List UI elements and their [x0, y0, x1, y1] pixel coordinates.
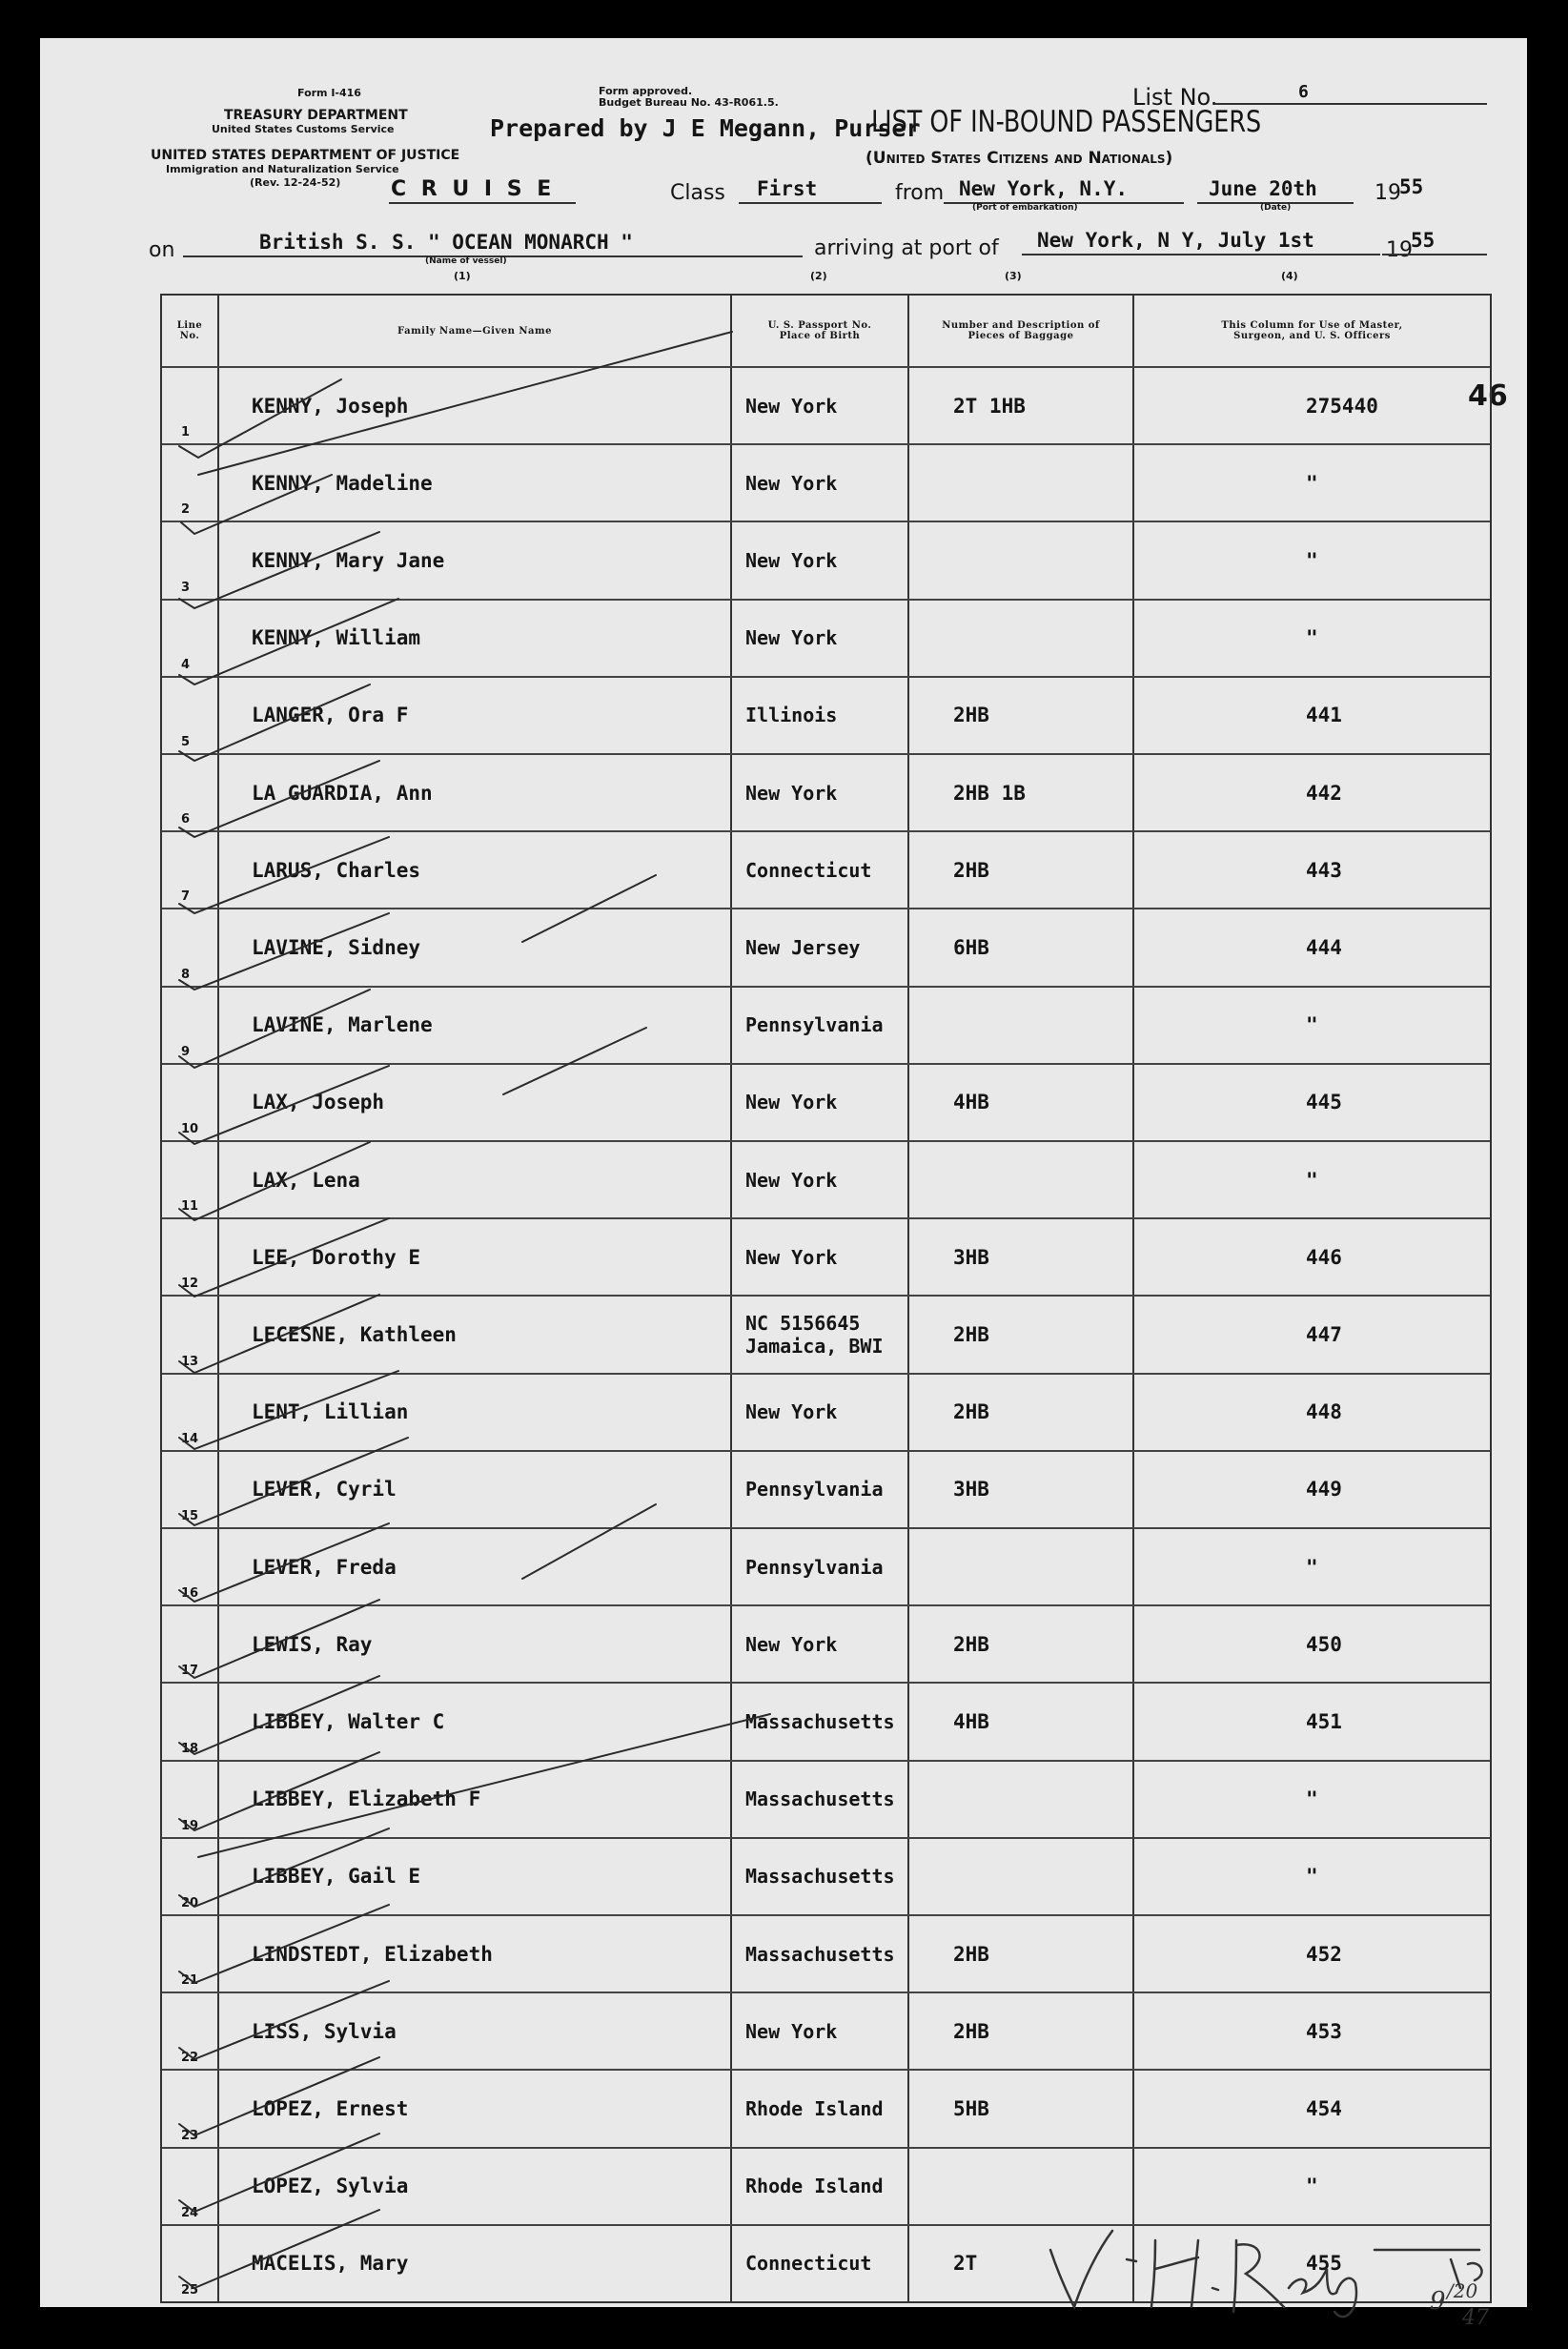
baggage-count: 2HB [953, 1400, 989, 1424]
place-of-birth: Massachusetts [745, 1709, 895, 1733]
place-of-birth: New York [745, 548, 838, 572]
side-page-number: 46 [1468, 379, 1508, 413]
arrival-year-suffix: 55 [1411, 229, 1436, 252]
column-divider [1132, 2071, 1134, 2146]
column-divider [1132, 988, 1134, 1063]
list-no-value: 6 [1298, 82, 1309, 102]
prepared-by: Prepared by J E Megann, Purser [490, 114, 921, 142]
officer-column: 442 [1306, 781, 1342, 805]
passenger-name: LAX, Joseph [252, 1091, 385, 1114]
officer-column: " [1306, 1013, 1318, 1037]
place-of-birth: New York [745, 1632, 838, 1656]
column-divider [1132, 1142, 1134, 1217]
arrival-year-underline [1382, 254, 1487, 255]
baggage-count: 2HB [953, 858, 989, 882]
col-number-3: (3) [1005, 270, 1022, 282]
place-of-birth: Pennsylvania [745, 1478, 884, 1501]
column-divider [1132, 755, 1134, 830]
line-number: 23 [181, 2128, 199, 2143]
line-number: 18 [181, 1741, 199, 1756]
date-value: June 20th [1209, 177, 1317, 200]
passenger-name: LENT, Lillian [252, 1400, 409, 1424]
place-of-birth: New Jersey [745, 935, 861, 959]
column-divider [1132, 1297, 1134, 1372]
from-label: from [895, 181, 945, 205]
officer-column: 449 [1306, 1478, 1342, 1501]
officer-column: " [1306, 548, 1318, 572]
officer-column: " [1306, 1168, 1318, 1192]
place-of-birth: Connecticut [745, 2252, 872, 2276]
column-divider [1132, 368, 1134, 443]
officer-column: 447 [1306, 1322, 1342, 1346]
vessel-caption: (Name of vessel) [425, 256, 507, 266]
line-number: 22 [181, 2051, 199, 2066]
column-divider [1132, 601, 1134, 676]
officer-column: 454 [1306, 2096, 1342, 2120]
officer-column: 455 [1306, 2252, 1342, 2276]
place-of-birth: Massachusetts [745, 1865, 895, 1889]
header-officers: This Column for Use of Master, Surgeon, and U. S. Officers [1221, 320, 1403, 341]
budget-bureau: Budget Bureau No. 43-R061.5. [599, 96, 779, 109]
column-divider [1132, 2149, 1134, 2224]
column-divider [1132, 832, 1134, 908]
class-underline [739, 202, 882, 204]
passenger-name: LANGER, Ora F [252, 704, 409, 727]
place-of-birth: New York [745, 1245, 838, 1269]
svg-text:9: 9 [1430, 2287, 1446, 2316]
line-number: 12 [181, 1277, 199, 1292]
passport-number: NC 5156645 [745, 1311, 861, 1335]
passenger-name: LA GUARDIA, Ann [252, 781, 433, 805]
column-divider [1132, 1684, 1134, 1759]
passenger-name: LEWIS, Ray [252, 1632, 373, 1656]
date-caption: (Date) [1260, 203, 1292, 213]
place-of-birth: New York [745, 781, 838, 805]
passenger-name: LAVINE, Sidney [252, 935, 421, 959]
column-divider [1132, 1839, 1134, 1914]
place-of-birth: New York [745, 626, 838, 650]
svg-text:/20: /20 [1447, 2279, 1478, 2302]
place-of-birth: Connecticut [745, 858, 872, 882]
header-baggage: Number and Description of Pieces of Baggage [909, 296, 1134, 366]
place-of-birth: New York [745, 1091, 838, 1114]
arriving-label: arriving at port of [814, 236, 999, 260]
officer-column: " [1306, 1555, 1318, 1579]
baggage-count: 2T [953, 2252, 978, 2276]
officer-column: 444 [1306, 935, 1342, 959]
officer-column: 441 [1306, 704, 1342, 727]
officer-column: " [1306, 1865, 1318, 1889]
column-divider [1132, 522, 1134, 598]
on-label: on [149, 238, 175, 262]
place-of-birth: New York [745, 1168, 838, 1192]
passenger-name: LOPEZ, Ernest [252, 2096, 409, 2120]
baggage-count: 5HB [953, 2096, 989, 2120]
baggage-count: 6HB [953, 935, 989, 959]
passenger-name: LIBBEY, Gail E [252, 1865, 421, 1889]
ins-label: Immigration and Naturalization Service [166, 163, 399, 175]
place-of-birth: Rhode Island [745, 2175, 884, 2198]
line-number: 10 [181, 1121, 199, 1136]
from-value: New York, N.Y. [959, 177, 1129, 200]
arrival-underline [1022, 254, 1380, 255]
line-number: 2 [181, 502, 191, 518]
officer-column: 448 [1306, 1400, 1342, 1424]
column-divider [1132, 1529, 1134, 1604]
line-number: 15 [181, 1508, 199, 1523]
line-number: 24 [181, 2205, 199, 2220]
arrival-port: New York, N Y, July 1st [1037, 229, 1314, 252]
baggage-count: 4HB [953, 1709, 989, 1733]
rev-label: (Rev. 12-24-52) [250, 176, 341, 189]
line-number: 20 [181, 1895, 199, 1910]
passenger-name: LEVER, Freda [252, 1555, 397, 1579]
arrival-year-prefix: 19 [1386, 238, 1413, 262]
place-of-birth-text: Jamaica, BWI [745, 1334, 884, 1358]
passenger-name: LIBBEY, Elizabeth F [252, 1787, 481, 1811]
passenger-name: KENNY, Madeline [252, 471, 433, 495]
column-divider [1132, 1452, 1134, 1527]
column-divider [1132, 1375, 1134, 1450]
place-of-birth: Pennsylvania [745, 1013, 884, 1037]
officer-column: 443 [1306, 858, 1342, 882]
column-divider [1132, 445, 1134, 521]
svg-text:47: 47 [1462, 2306, 1489, 2326]
officer-column: " [1306, 2175, 1318, 2198]
list-title: LIST OF IN-BOUND PASSENGERS [871, 105, 1262, 139]
line-number: 13 [181, 1354, 199, 1369]
customs-label: United States Customs Service [212, 123, 395, 135]
place-of-birth: Massachusetts [745, 1942, 895, 1966]
cruise-label: C R U I S E [391, 177, 556, 201]
passenger-name: LEVER, Cyril [252, 1478, 397, 1501]
officer-column: 453 [1306, 2019, 1342, 2043]
baggage-count: 2HB 1B [953, 781, 1026, 805]
handwritten-signature [1031, 2221, 1527, 2326]
list-no-label: List No. [1132, 84, 1218, 111]
year-prefix: 19 [1375, 181, 1401, 205]
passenger-name: LECESNE, Kathleen [252, 1322, 457, 1346]
passenger-name: KENNY, William [252, 626, 421, 650]
place-of-birth: New York [745, 2019, 838, 2043]
passenger-name: KENNY, Joseph [252, 394, 409, 418]
place-of-birth: New York [745, 394, 838, 418]
line-number: 3 [181, 580, 191, 595]
column-divider [1132, 1065, 1134, 1140]
class-label: Class [670, 181, 725, 205]
cruise-underline [389, 202, 576, 204]
justice-label: UNITED STATES DEPARTMENT OF JUSTICE [151, 148, 460, 163]
year-suffix: 55 [1399, 175, 1424, 198]
passenger-name: LISS, Sylvia [252, 2019, 397, 2043]
passenger-name: LAX, Lena [252, 1168, 360, 1192]
port-embark-caption: (Port of embarkation) [972, 203, 1078, 213]
column-divider [1132, 1219, 1134, 1295]
place-of-birth: New York [745, 471, 838, 495]
line-number: 21 [181, 1973, 199, 1989]
form-approved: Form approved. [599, 85, 693, 97]
line-number: 9 [181, 1044, 191, 1059]
line-number: 6 [181, 812, 191, 827]
col-number-4: (4) [1281, 270, 1298, 282]
passenger-name: LAVINE, Marlene [252, 1013, 433, 1037]
col-number-2: (2) [810, 270, 827, 282]
form-number: Form I-416 [297, 87, 361, 99]
line-number: 14 [181, 1431, 199, 1446]
line-number: 17 [181, 1664, 199, 1679]
baggage-count: 2HB [953, 704, 989, 727]
officer-column: " [1306, 471, 1318, 495]
passenger-name: LINDSTEDT, Elizabeth [252, 1942, 493, 1966]
column-divider [1132, 1762, 1134, 1837]
line-number: 8 [181, 967, 191, 982]
officer-column: 446 [1306, 1245, 1342, 1269]
baggage-count: 2T 1HB [953, 394, 1026, 418]
officer-column: 275440 [1306, 394, 1378, 418]
passenger-name: LIBBEY, Walter C [252, 1709, 445, 1733]
passenger-name: LARUS, Charles [252, 858, 421, 882]
baggage-count: 2HB [953, 1632, 989, 1656]
passenger-name: KENNY, Mary Jane [252, 548, 445, 572]
officer-column: 450 [1306, 1632, 1342, 1656]
officer-column: 451 [1306, 1709, 1342, 1733]
list-subtitle: (United States Citizens and Nationals) [865, 149, 1173, 168]
line-number: 7 [181, 889, 191, 905]
line-number: 25 [181, 2282, 199, 2298]
column-divider [1132, 678, 1134, 753]
col-number-1: (1) [454, 270, 471, 282]
officer-column: 452 [1306, 1942, 1342, 1966]
column-divider [1132, 909, 1134, 985]
line-number: 4 [181, 657, 191, 672]
line-number: 1 [181, 425, 191, 440]
baggage-count: 2HB [953, 1942, 989, 1966]
line-number: 5 [181, 734, 191, 749]
baggage-count: 2HB [953, 2019, 989, 2043]
place-of-birth: Pennsylvania [745, 1555, 884, 1579]
header-name: Family Name—Given Name [219, 296, 732, 366]
manifest-page [40, 38, 1527, 2326]
column-divider [1132, 1916, 1134, 1992]
header-line-no: Line No. [162, 296, 219, 366]
column-divider [1132, 1606, 1134, 1682]
place-of-birth: Rhode Island [745, 2096, 884, 2120]
treasury-label: TREASURY DEPARTMENT [224, 108, 408, 123]
place-of-birth: Massachusetts [745, 1787, 895, 1811]
place-of-birth: New York [745, 1400, 838, 1424]
officer-column: " [1306, 1787, 1318, 1811]
class-value: First [757, 177, 818, 200]
line-number: 11 [181, 1199, 199, 1215]
baggage-count: 2HB [953, 1322, 989, 1346]
baggage-count: 3HB [953, 1245, 989, 1269]
officer-column: 445 [1306, 1091, 1342, 1114]
check-marks [160, 294, 1018, 2305]
line-number: 19 [181, 1818, 199, 1833]
passenger-name: LOPEZ, Sylvia [252, 2175, 409, 2198]
vessel-name: British S. S. " OCEAN MONARCH " [259, 231, 633, 254]
baggage-count: 3HB [953, 1478, 989, 1501]
passenger-name: MACELIS, Mary [252, 2252, 409, 2276]
header-passport: U. S. Passport No. Place of Birth [732, 296, 909, 366]
line-number: 16 [181, 1586, 199, 1602]
officer-column: " [1306, 626, 1318, 650]
passenger-name: LEE, Dorothy E [252, 1245, 421, 1269]
column-divider [1132, 1993, 1134, 2069]
baggage-count: 4HB [953, 1091, 989, 1114]
place-of-birth: Illinois [745, 704, 838, 727]
